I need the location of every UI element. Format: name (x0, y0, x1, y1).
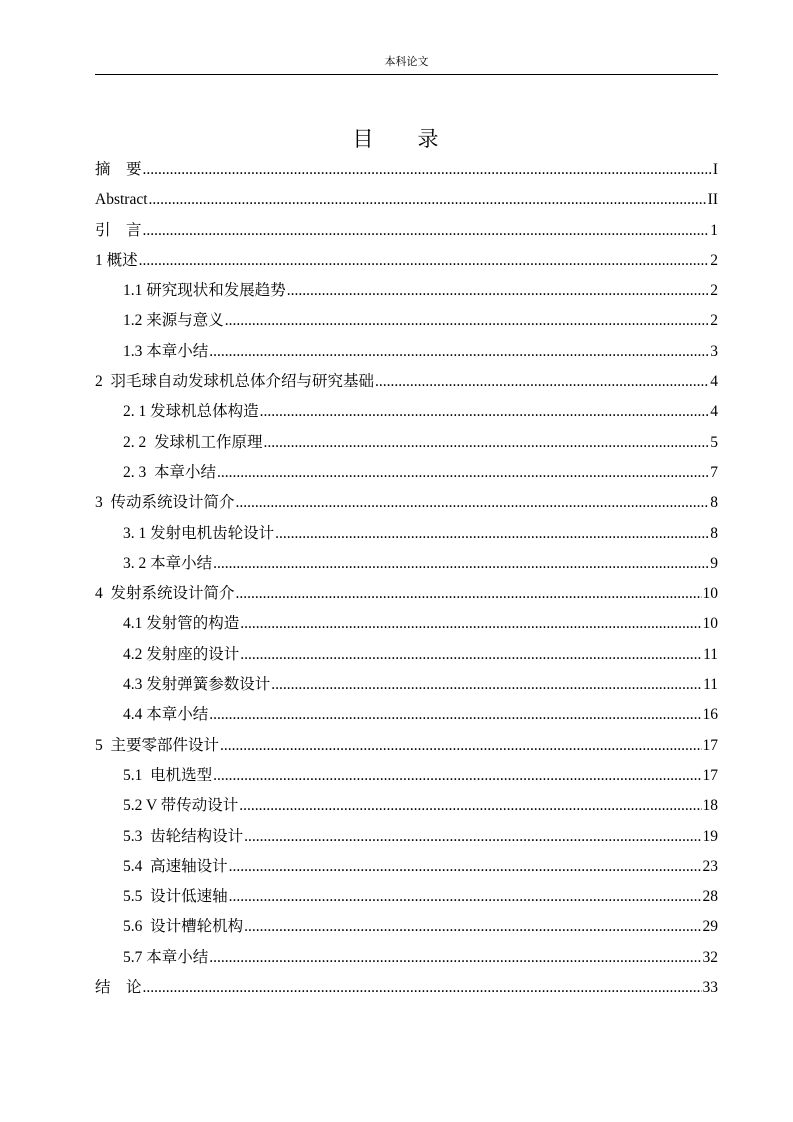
toc-entry-page: 23 (702, 857, 718, 875)
toc-entry-page: 8 (710, 494, 718, 512)
toc-entry[interactable] (95, 912, 718, 942)
toc-leader-dots (213, 549, 709, 579)
toc-entry-page: 3 (710, 342, 718, 360)
toc-entry[interactable] (95, 700, 718, 730)
toc-leader-dots (264, 428, 710, 458)
toc-entry-page: 32 (702, 948, 718, 966)
toc-entry-label: Abstract (95, 191, 148, 209)
toc-entry-label: 5.3 齿轮结构设计 (123, 827, 244, 845)
toc-entry-label: 2. 2 发球机工作原理 (123, 433, 263, 451)
toc-leader-dots (375, 367, 709, 397)
toc-entry-page: 18 (702, 797, 718, 815)
toc-entry-label: 3 传动系统设计简介 (95, 494, 235, 512)
toc-entry-page: 11 (703, 676, 718, 694)
toc-leader-dots (209, 943, 701, 973)
toc-entry-page: II (707, 191, 718, 209)
toc-leader-dots (271, 670, 702, 700)
running-header (95, 55, 718, 75)
toc-entry-page: 17 (702, 766, 718, 784)
toc-leader-dots (217, 458, 709, 488)
toc-entry[interactable] (95, 458, 718, 488)
toc-entry-label: 4.2 发射座的设计 (123, 645, 240, 663)
toc-title-right: 录 (417, 127, 441, 151)
running-title: 本科论文 (384, 56, 429, 68)
toc-leader-dots (229, 852, 702, 882)
toc-entry-label: 结 论 (95, 979, 142, 997)
toc-entry-label: 3. 2 本章小结 (123, 554, 213, 572)
toc-entry-page: 1 (710, 221, 718, 239)
toc-entry-label: 4 发射系统设计简介 (95, 585, 235, 603)
toc-leader-dots (139, 246, 710, 276)
toc-entry-page: 4 (710, 403, 718, 421)
toc-leader-dots (287, 276, 709, 306)
toc-entry-label: 5.4 高速轴设计 (123, 857, 228, 875)
toc-entry[interactable] (95, 428, 718, 458)
toc-entry[interactable] (95, 367, 718, 397)
toc-entry-page: 33 (702, 979, 718, 997)
toc-title (0, 124, 793, 154)
toc-entry-page: 7 (710, 463, 718, 481)
toc-leader-dots (149, 185, 707, 215)
toc-entry-page: 11 (703, 645, 718, 663)
toc-leader-dots (213, 761, 701, 791)
toc-leader-dots (143, 973, 702, 1003)
toc-entry[interactable] (95, 670, 718, 700)
toc-entry-page: 10 (702, 585, 718, 603)
toc-leader-dots (275, 519, 709, 549)
toc-entry-page: 8 (710, 524, 718, 542)
toc-entry-page: 9 (710, 554, 718, 572)
toc-title-left: 目 (352, 127, 376, 151)
toc-entry-label: 5.6 设计槽轮机构 (123, 918, 244, 936)
toc-entry-page: 19 (702, 827, 718, 845)
toc-entry[interactable] (95, 609, 718, 639)
toc-entry[interactable] (95, 549, 718, 579)
toc-leader-dots (239, 791, 701, 821)
toc-entry[interactable] (95, 731, 718, 761)
toc-entry-label: 5.1 电机选型 (123, 766, 213, 784)
toc-entry[interactable] (95, 943, 718, 973)
toc-entry[interactable] (95, 488, 718, 518)
toc-entry[interactable] (95, 640, 718, 670)
toc-entry[interactable] (95, 276, 718, 306)
toc-entry[interactable] (95, 882, 718, 912)
toc-entry[interactable] (95, 791, 718, 821)
toc-leader-dots (225, 306, 709, 336)
toc-entry-label: 5.5 设计低速轴 (123, 888, 228, 906)
toc-entry[interactable] (95, 155, 718, 185)
toc-leader-dots (236, 579, 702, 609)
toc-leader-dots (143, 216, 710, 246)
toc-entry-page: 28 (702, 888, 718, 906)
toc-entry-label: 5 主要零部件设计 (95, 736, 220, 754)
toc-leader-dots (209, 337, 709, 367)
toc-entry-label: 4.4 本章小结 (123, 706, 209, 724)
toc-leader-dots (260, 397, 710, 427)
toc-entry[interactable] (95, 761, 718, 791)
toc-leader-dots (209, 700, 701, 730)
toc-leader-dots (240, 640, 702, 670)
toc-entry[interactable] (95, 397, 718, 427)
toc-entry-page: 29 (702, 918, 718, 936)
toc-entry[interactable] (95, 519, 718, 549)
toc-entry[interactable] (95, 337, 718, 367)
toc-entry[interactable] (95, 185, 718, 215)
toc-entry-label: 1.2 来源与意义 (123, 312, 224, 330)
toc-entry-label: 2. 3 本章小结 (123, 463, 217, 481)
toc-entry-label: 1.1 研究现状和发展趋势 (123, 282, 286, 300)
toc-entry-page: 4 (710, 373, 718, 391)
toc-entry-page: I (712, 161, 718, 178)
toc-leader-dots (220, 731, 701, 761)
toc-entry[interactable] (95, 579, 718, 609)
toc-entry[interactable] (95, 822, 718, 852)
toc-leader-dots (240, 609, 701, 639)
toc-entry-label: 引 言 (95, 221, 142, 239)
toc-entry-label: 摘 要 (95, 161, 142, 178)
toc-entry-label: 5.2 V 带传动设计 (123, 797, 239, 815)
table-of-contents (95, 155, 718, 1003)
toc-leader-dots (244, 822, 701, 852)
toc-entry[interactable] (95, 216, 718, 246)
toc-entry-page: 16 (702, 706, 718, 724)
toc-entry-label: 4.1 发射管的构造 (123, 615, 240, 633)
toc-entry-label: 1.3 本章小结 (123, 342, 209, 360)
toc-entry[interactable] (95, 852, 718, 882)
toc-entry-page: 10 (702, 615, 718, 633)
toc-entry[interactable] (95, 973, 718, 1003)
toc-entry-page: 2 (710, 251, 718, 269)
toc-entry-page: 17 (702, 736, 718, 754)
toc-leader-dots (244, 912, 701, 942)
toc-entry-label: 4.3 发射弹簧参数设计 (123, 676, 271, 694)
toc-entry-page: 2 (710, 312, 718, 330)
toc-entry-page: 2 (710, 282, 718, 300)
toc-entry-label: 5.7 本章小结 (123, 948, 209, 966)
toc-leader-dots (229, 882, 702, 912)
toc-entry-label: 2. 1 发球机总体构造 (123, 403, 259, 421)
toc-leader-dots (143, 155, 712, 185)
toc-entry[interactable] (95, 246, 718, 276)
toc-leader-dots (236, 488, 710, 518)
toc-entry-page: 5 (710, 433, 718, 451)
toc-entry-label: 3. 1 发射电机齿轮设计 (123, 524, 275, 542)
toc-entry[interactable] (95, 306, 718, 336)
toc-entry-label: 2 羽毛球自动发球机总体介绍与研究基础 (95, 373, 375, 391)
toc-entry-label: 1 概述 (95, 251, 138, 269)
